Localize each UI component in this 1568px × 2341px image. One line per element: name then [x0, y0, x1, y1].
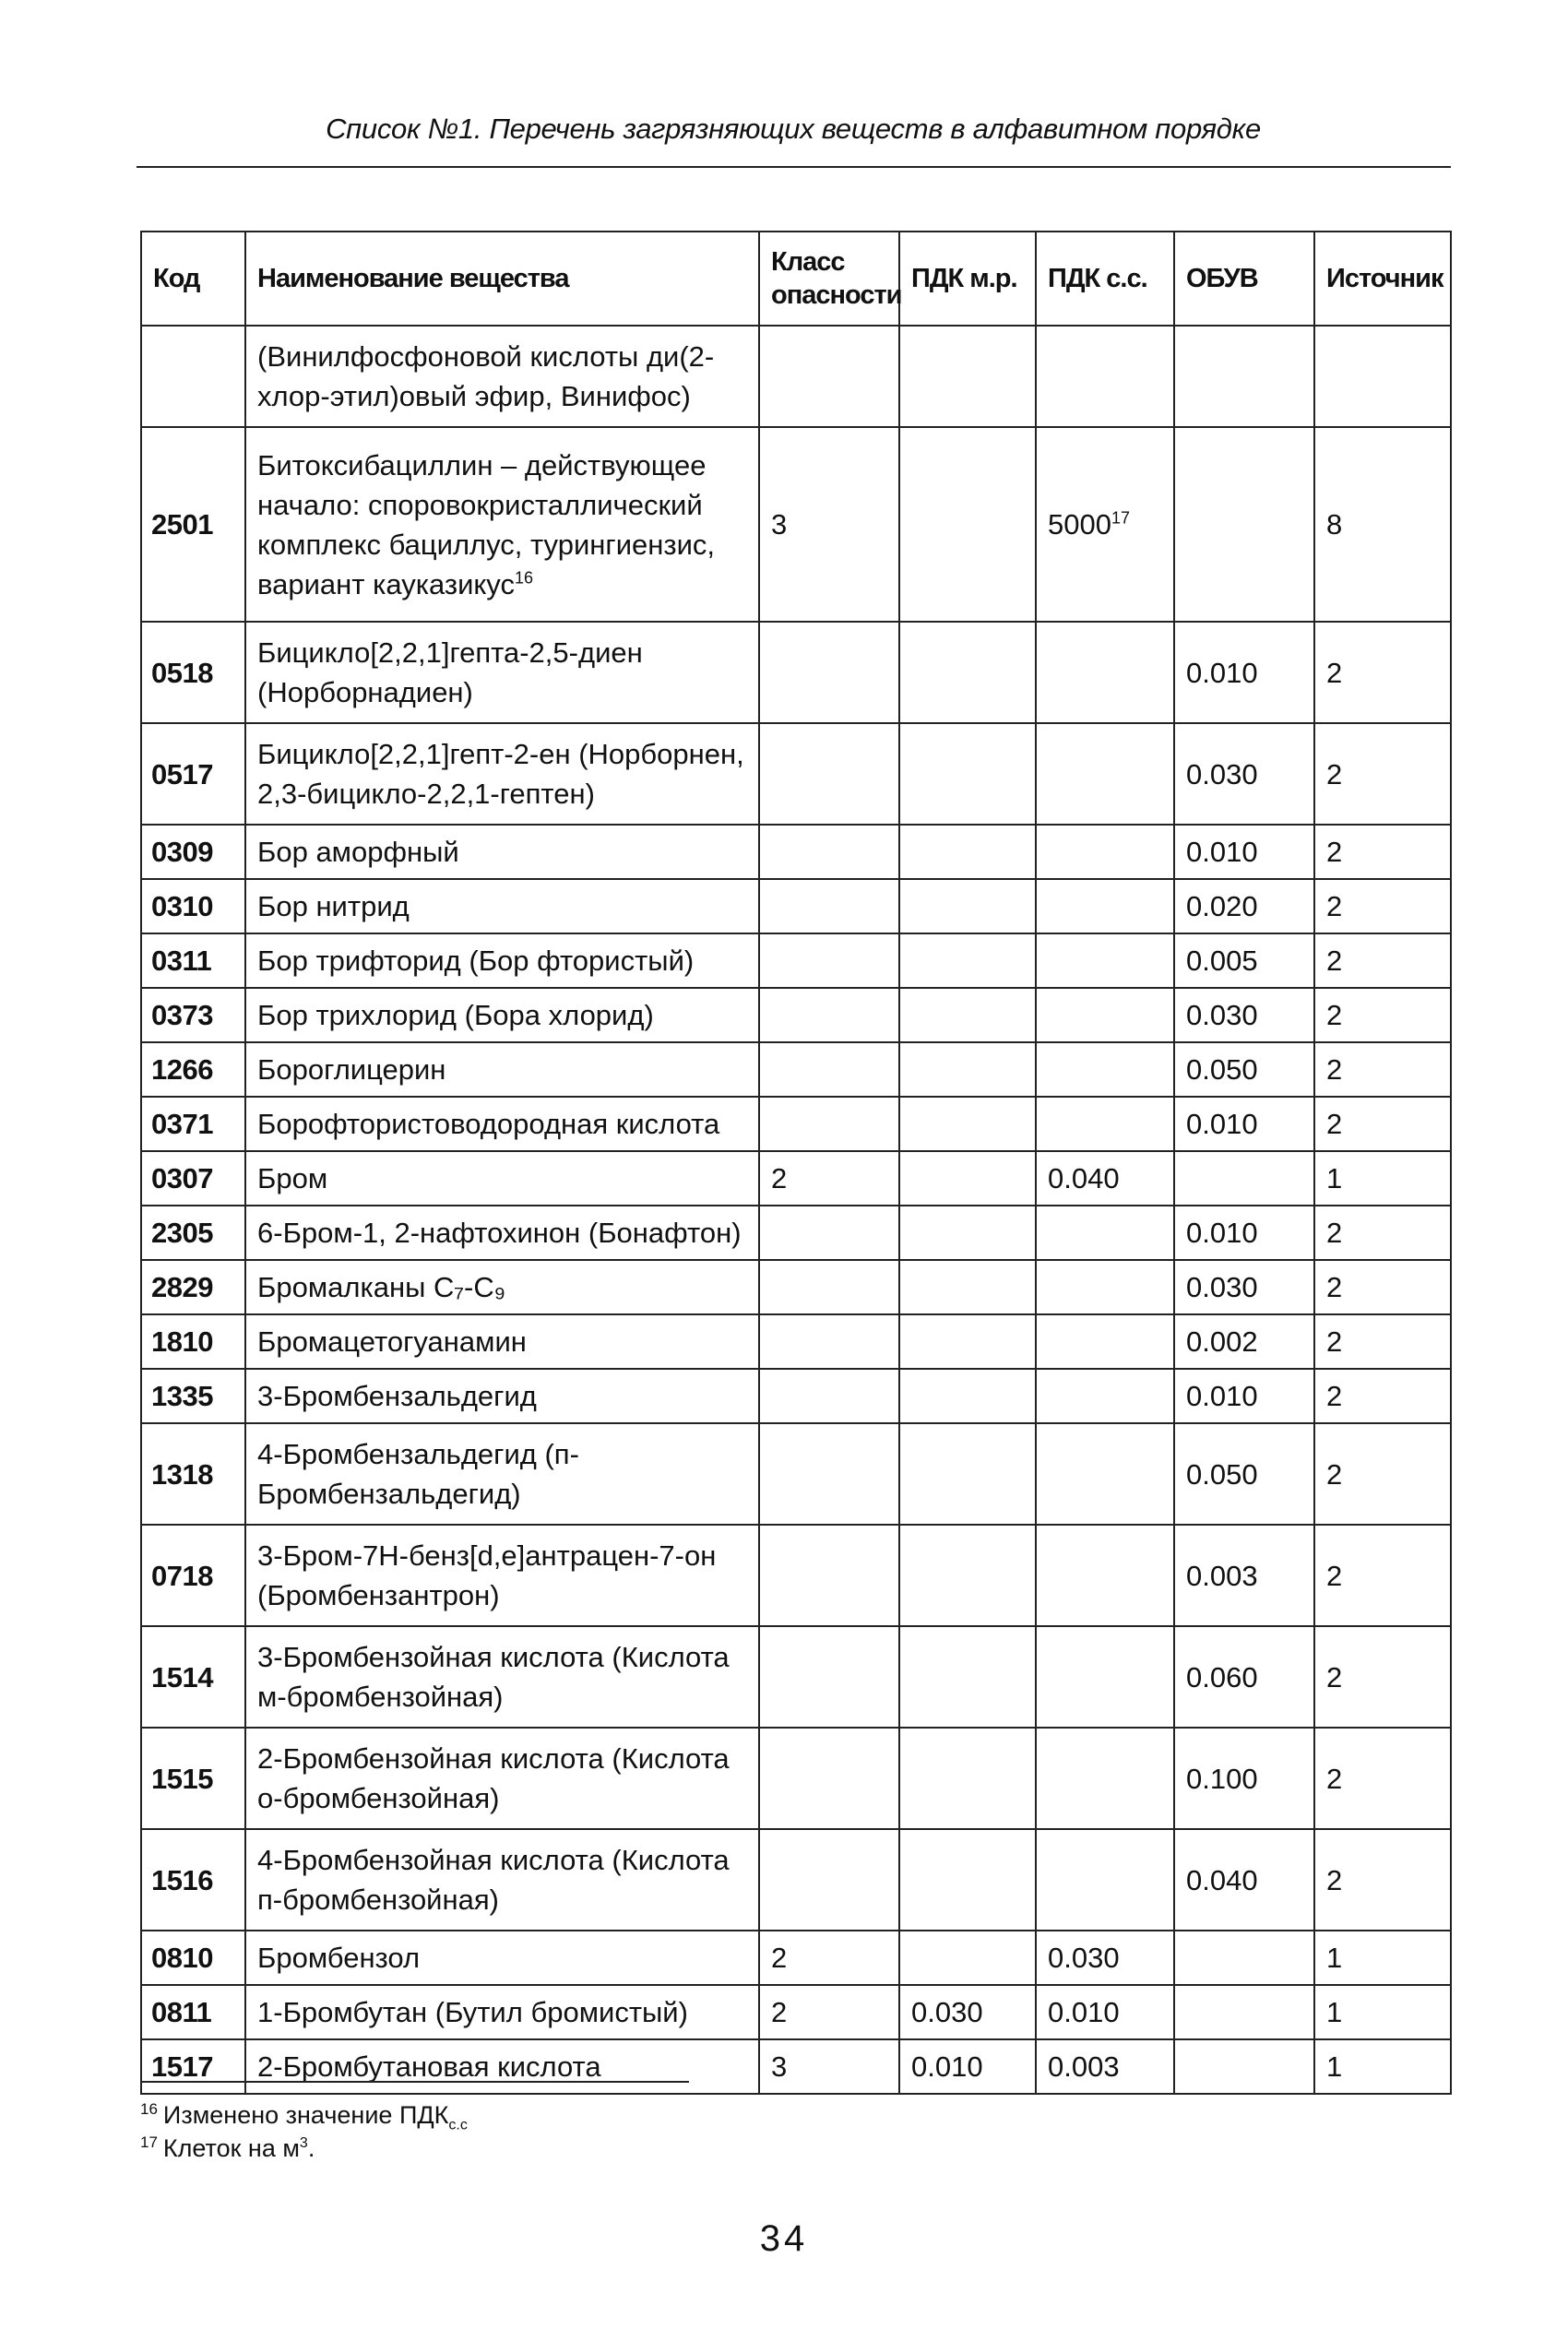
cell-code: 1335 — [141, 1369, 245, 1423]
header-pdk-mr: ПДК м.р. — [899, 232, 1036, 326]
cell-name: 4-Бромбензальдегид (п-Бромбензальдегид) — [245, 1423, 759, 1525]
cell-pdk-mr — [899, 1206, 1036, 1260]
cell-pdk-mr — [899, 1728, 1036, 1829]
cell-obuv: 0.010 — [1174, 1097, 1314, 1151]
cell-obuv: 0.100 — [1174, 1728, 1314, 1829]
cell-source: 2 — [1314, 879, 1451, 933]
header-source: Источник — [1314, 232, 1451, 326]
cell-code: 0718 — [141, 1525, 245, 1626]
table-row — [141, 825, 1451, 879]
cell-obuv — [1174, 1985, 1314, 2039]
cell-pdk-ss — [1036, 1525, 1174, 1626]
cell-code: 0373 — [141, 988, 245, 1042]
cell-name: 3-Бромбензойная кислота (Кислота м-бромбензойная) — [245, 1626, 759, 1728]
footnote-mark: 16 — [140, 2100, 158, 2118]
cell-source: 2 — [1314, 933, 1451, 988]
table-row — [141, 1097, 1451, 1151]
cell-code: 0810 — [141, 1931, 245, 1985]
cell-pdk-mr — [899, 1151, 1036, 1206]
cell-source: 2 — [1314, 1728, 1451, 1829]
cell-pdk-ss — [1036, 1314, 1174, 1369]
cell-code: 0517 — [141, 723, 245, 825]
cell-obuv: 0.040 — [1174, 1829, 1314, 1931]
cell-name — [245, 427, 759, 622]
footnote-rule — [140, 2081, 689, 2083]
cell-class — [759, 1423, 899, 1525]
table-row — [141, 1423, 1451, 1525]
cell-pdk-ss — [1036, 1728, 1174, 1829]
cell-obuv — [1174, 1151, 1314, 1206]
table-row — [141, 1260, 1451, 1314]
cell-source: 2 — [1314, 1206, 1451, 1260]
cell-class: 2 — [759, 1931, 899, 1985]
cell-pdk-ss — [1036, 723, 1174, 825]
cell-code: 0311 — [141, 933, 245, 988]
cell-pdk-ss — [1036, 1097, 1174, 1151]
table-row — [141, 1206, 1451, 1260]
cell-pdk-mr — [899, 1042, 1036, 1097]
cell-obuv — [1174, 326, 1314, 427]
cell-class — [759, 1626, 899, 1728]
cell-code: 1266 — [141, 1042, 245, 1097]
cell-class — [759, 933, 899, 988]
cell-pdk-ss: 0.003 — [1036, 2039, 1174, 2094]
cell-obuv: 0.010 — [1174, 622, 1314, 723]
footnote-16 — [140, 2100, 468, 2133]
cell-name: Бромацетогуанамин — [245, 1314, 759, 1369]
footnote-mark: 17 — [140, 2133, 158, 2151]
cell-name: Бромбензол — [245, 1931, 759, 1985]
cell-name: 6-Бром-1, 2-нафтохинон (Бонафтон) — [245, 1206, 759, 1260]
cell-pdk-ss — [1036, 1206, 1174, 1260]
footnote-tail: . — [307, 2134, 315, 2162]
cell-pdk-mr — [899, 988, 1036, 1042]
cell-source: 1 — [1314, 1931, 1451, 1985]
header-obuv: ОБУВ — [1174, 232, 1314, 326]
cell-obuv: 0.030 — [1174, 723, 1314, 825]
cell-source: 2 — [1314, 1626, 1451, 1728]
cell-pdk-ss — [1036, 326, 1174, 427]
cell-pdk-ss — [1036, 933, 1174, 988]
table-row — [141, 1626, 1451, 1728]
cell-pdk-mr — [899, 427, 1036, 622]
footnote-ref: 16 — [514, 568, 533, 588]
cell-code — [141, 326, 245, 427]
cell-source: 2 — [1314, 1423, 1451, 1525]
cell-pdk-mr — [899, 1260, 1036, 1314]
cell-code: 1514 — [141, 1626, 245, 1728]
table-header-row — [141, 232, 1451, 326]
cell-name: Бор трифторид (Бор фтористый) — [245, 933, 759, 988]
cell-pdk-mr — [899, 1314, 1036, 1369]
cell-pdk-mr — [899, 622, 1036, 723]
cell-name: Бор аморфный — [245, 825, 759, 879]
cell-obuv: 0.010 — [1174, 825, 1314, 879]
cell-code: 0811 — [141, 1985, 245, 2039]
cell-name: 3-Бромбензальдегид — [245, 1369, 759, 1423]
cell-name: Бромалканы C₇-C₉ — [245, 1260, 759, 1314]
header-pdk-ss: ПДК с.с. — [1036, 232, 1174, 326]
cell-class — [759, 825, 899, 879]
cell-name: 4-Бромбензойная кислота (Кислота п-бромбензойная) — [245, 1829, 759, 1931]
cell-class — [759, 1829, 899, 1931]
cell-obuv — [1174, 1931, 1314, 1985]
cell-pdk-mr: 0.030 — [899, 1985, 1036, 2039]
cell-name: Бор нитрид — [245, 879, 759, 933]
cell-obuv — [1174, 427, 1314, 622]
cell-pdk-ss — [1036, 1423, 1174, 1525]
cell-source: 2 — [1314, 622, 1451, 723]
footnote-subscript: с.с — [448, 2117, 468, 2133]
cell-name: (Винилфосфоновой кислоты ди(2-хлор-этил)овый эфир, Винифос) — [245, 326, 759, 427]
cell-pdk-ss: 0.040 — [1036, 1151, 1174, 1206]
cell-source: 2 — [1314, 1260, 1451, 1314]
cell-pdk-ss-value: 5000 — [1048, 508, 1111, 541]
cell-pdk-mr — [899, 1626, 1036, 1728]
header-hazard-class: Класс опасности — [759, 232, 899, 326]
cell-pdk-ss — [1036, 1260, 1174, 1314]
cell-code: 0309 — [141, 825, 245, 879]
cell-class — [759, 622, 899, 723]
table-row — [141, 933, 1451, 988]
cell-class — [759, 1728, 899, 1829]
cell-name: 1-Бромбутан (Бутил бромистый) — [245, 1985, 759, 2039]
cell-name: Бицикло[2,2,1]гепт-2-ен (Норборнен, 2,3-бицикло-2,2,1-гептен) — [245, 723, 759, 825]
cell-pdk-ss — [1036, 1369, 1174, 1423]
cell-name: 3-Бром-7H-бенз[d,e]антрацен-7-он (Бромбензантрон) — [245, 1525, 759, 1626]
cell-name: 2-Бромбензойная кислота (Кислота о-бромбензойная) — [245, 1728, 759, 1829]
cell-obuv: 0.030 — [1174, 988, 1314, 1042]
cell-code: 1810 — [141, 1314, 245, 1369]
table-row — [141, 1369, 1451, 1423]
cell-pdk-ss — [1036, 622, 1174, 723]
table-row — [141, 1728, 1451, 1829]
cell-obuv: 0.020 — [1174, 879, 1314, 933]
cell-obuv — [1174, 2039, 1314, 2094]
cell-code: 1515 — [141, 1728, 245, 1829]
cell-source: 1 — [1314, 1985, 1451, 2039]
table-row — [141, 1314, 1451, 1369]
cell-pdk-ss — [1036, 427, 1174, 622]
cell-pdk-mr — [899, 1829, 1036, 1931]
cell-obuv: 0.005 — [1174, 933, 1314, 988]
cell-class — [759, 988, 899, 1042]
cell-pdk-mr — [899, 326, 1036, 427]
cell-class — [759, 1206, 899, 1260]
table-row — [141, 723, 1451, 825]
header-name: Наименование вещества — [245, 232, 759, 326]
cell-obuv: 0.060 — [1174, 1626, 1314, 1728]
cell-code: 1516 — [141, 1829, 245, 1931]
cell-pdk-ss — [1036, 1829, 1174, 1931]
footnote-superscript: 3 — [299, 2135, 308, 2151]
cell-obuv: 0.002 — [1174, 1314, 1314, 1369]
cell-class: 2 — [759, 1985, 899, 2039]
cell-code: 0307 — [141, 1151, 245, 1206]
cell-code: 1517 — [141, 2039, 245, 2094]
cell-class — [759, 1042, 899, 1097]
cell-name: Бор трихлорид (Бора хлорид) — [245, 988, 759, 1042]
cell-pdk-mr — [899, 723, 1036, 825]
cell-class: 2 — [759, 1151, 899, 1206]
cell-obuv: 0.050 — [1174, 1423, 1314, 1525]
cell-class — [759, 326, 899, 427]
cell-class — [759, 723, 899, 825]
cell-pdk-mr — [899, 879, 1036, 933]
cell-class: 3 — [759, 427, 899, 622]
cell-class — [759, 879, 899, 933]
table-row — [141, 2039, 1451, 2094]
cell-source: 2 — [1314, 1829, 1451, 1931]
cell-source — [1314, 326, 1451, 427]
cell-pdk-mr — [899, 1369, 1036, 1423]
cell-source: 2 — [1314, 1314, 1451, 1369]
cell-pdk-mr: 0.010 — [899, 2039, 1036, 2094]
table-row — [141, 1829, 1451, 1931]
footnote-17 — [140, 2134, 315, 2163]
cell-source: 8 — [1314, 427, 1451, 622]
cell-code: 2305 — [141, 1206, 245, 1260]
cell-source: 2 — [1314, 1097, 1451, 1151]
cell-class — [759, 1260, 899, 1314]
table-row — [141, 1931, 1451, 1985]
cell-pdk-ss — [1036, 988, 1174, 1042]
cell-code: 2501 — [141, 427, 245, 622]
table-row — [141, 988, 1451, 1042]
cell-pdk-ss: 0.030 — [1036, 1931, 1174, 1985]
cell-obuv: 0.030 — [1174, 1260, 1314, 1314]
footnote-ref: 17 — [1111, 508, 1130, 528]
footnote-text: Изменено значение ПДК — [162, 2101, 449, 2129]
cell-pdk-mr — [899, 1423, 1036, 1525]
cell-source: 1 — [1314, 2039, 1451, 2094]
header-rule — [137, 166, 1451, 168]
cell-name: 2-Бромбутановая кислота — [245, 2039, 759, 2094]
cell-name: Бром — [245, 1151, 759, 1206]
cell-pdk-mr — [899, 1525, 1036, 1626]
cell-pdk-mr — [899, 1097, 1036, 1151]
page-number: 34 — [759, 2218, 809, 2259]
cell-name: Бицикло[2,2,1]гепта-2,5-диен (Норборнадиен) — [245, 622, 759, 723]
cell-class — [759, 1525, 899, 1626]
cell-source: 2 — [1314, 825, 1451, 879]
cell-name-text: Битоксибациллин – действующее начало: споровокристаллический комплекс бациллус, турингиензис, вариант кауказикус — [257, 448, 716, 600]
cell-source: 2 — [1314, 1525, 1451, 1626]
cell-class — [759, 1314, 899, 1369]
running-head: Список №1. Перечень загрязняющих веществ в алфавитном порядке — [326, 113, 1261, 145]
table-row — [141, 326, 1451, 427]
cell-pdk-ss — [1036, 825, 1174, 879]
table-row — [141, 1985, 1451, 2039]
cell-source: 2 — [1314, 988, 1451, 1042]
cell-code: 1318 — [141, 1423, 245, 1525]
table-row — [141, 1525, 1451, 1626]
cell-source: 1 — [1314, 1151, 1451, 1206]
cell-pdk-ss — [1036, 1042, 1174, 1097]
table-row — [141, 1042, 1451, 1097]
cell-obuv: 0.010 — [1174, 1206, 1314, 1260]
header-code: Код — [141, 232, 245, 326]
cell-pdk-mr — [899, 1931, 1036, 1985]
cell-pdk-ss: 0.010 — [1036, 1985, 1174, 2039]
cell-pdk-ss — [1036, 1626, 1174, 1728]
table-row — [141, 879, 1451, 933]
substances-table — [140, 231, 1452, 2095]
footnote-text: Клеток на м — [162, 2134, 300, 2162]
cell-source: 2 — [1314, 1369, 1451, 1423]
cell-class — [759, 1369, 899, 1423]
cell-code: 0371 — [141, 1097, 245, 1151]
cell-name: Бороглицерин — [245, 1042, 759, 1097]
cell-obuv: 0.050 — [1174, 1042, 1314, 1097]
cell-source: 2 — [1314, 1042, 1451, 1097]
table-row — [141, 1151, 1451, 1206]
cell-code: 0310 — [141, 879, 245, 933]
cell-name: Борофтористоводородная кислота — [245, 1097, 759, 1151]
table-row — [141, 427, 1451, 622]
cell-code: 0518 — [141, 622, 245, 723]
cell-source: 2 — [1314, 723, 1451, 825]
table-row — [141, 622, 1451, 723]
cell-code: 2829 — [141, 1260, 245, 1314]
cell-pdk-ss — [1036, 879, 1174, 933]
cell-pdk-mr — [899, 933, 1036, 988]
cell-obuv: 0.003 — [1174, 1525, 1314, 1626]
cell-pdk-mr — [899, 825, 1036, 879]
cell-class: 3 — [759, 2039, 899, 2094]
cell-class — [759, 1097, 899, 1151]
cell-obuv: 0.010 — [1174, 1369, 1314, 1423]
